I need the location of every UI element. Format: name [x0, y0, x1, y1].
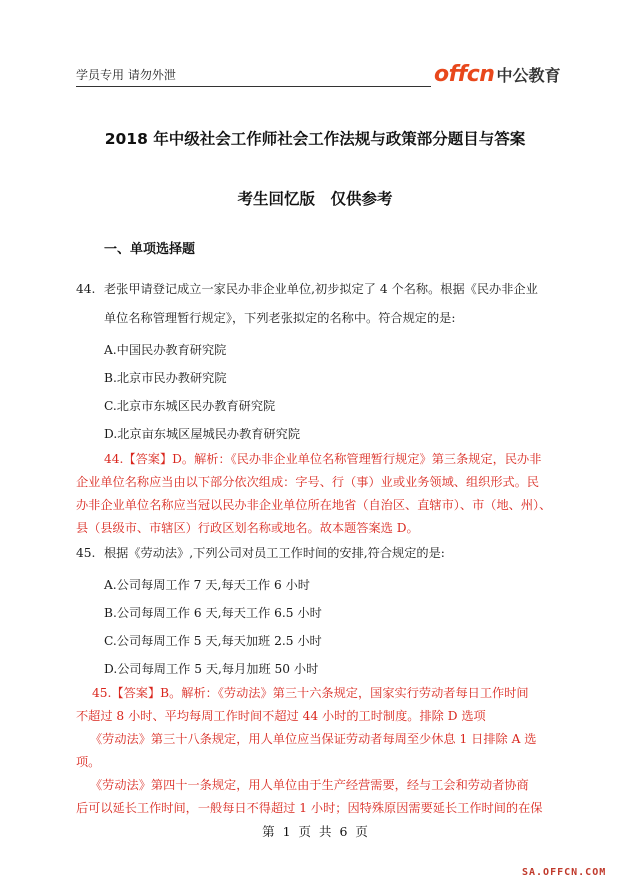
question-45-answer-line-2: 不超过 8 小时、平均每周工作时间不超过 44 小时的工时制度。排除 D 选项 — [76, 709, 486, 723]
question-45-option-d: D.公司每周工作 5 天,每月加班 50 小时 — [104, 662, 319, 676]
question-45-answer-line-5: 《劳动法》第四十一条规定，用人单位由于生产经营需要，经与工会和劳动者协商 — [90, 778, 529, 792]
document-title: 2018 年中级社会工作师社会工作法规与政策部分题目与答案 — [104, 130, 526, 148]
question-44-answer-line-3: 办非企业单位名称应当冠以民办非企业单位所在地省（自治区、直辖市）、市（地、州）、 — [76, 498, 552, 512]
header-left-text: 学员专用 请勿外泄 — [76, 68, 176, 82]
question-45-answer-line-4: 项。 — [76, 755, 101, 769]
question-45-stem: 根据《劳动法》,下列公司对员工工作时间的安排,符合规定的是: — [104, 546, 445, 560]
logo-english: offcn — [434, 62, 495, 87]
question-44-stem-line-2: 单位名称管理暂行规定》，下列老张拟定的名称中。符合规定的是: — [104, 311, 456, 325]
question-44-stem-line-1: 老张甲请登记成立一家民办非企业单位,初步拟定了 4 个名称。根据《民办非企业 — [104, 282, 538, 296]
question-45-option-a: A.公司每周工作 7 天,每天工作 6 小时 — [104, 578, 310, 592]
question-45-answer-line-1: 45.【答案】B。解析：《劳动法》第三十六条规定，国家实行劳动者每日工作时间 — [92, 686, 529, 700]
document-subtitle: 考生回忆版 仅供参考 — [237, 190, 393, 208]
question-44-answer-line-4: 县（县级市、市辖区）行政区划名称或地名。故本题答案选 D。 — [76, 521, 419, 535]
question-44-option-d: D.北京亩东城区屋城民办教育研究院 — [104, 427, 301, 441]
question-44-option-b: B.北京市民办教研究院 — [104, 371, 227, 385]
offcn-logo — [434, 62, 560, 87]
page-footer: 第 1 页 共 6 页 — [262, 824, 368, 839]
header-divider — [76, 86, 431, 87]
logo-chinese: 中公教育 — [496, 66, 561, 85]
question-45-option-b: B.公司每周工作 6 天,每天工作 6.5 小时 — [104, 606, 322, 620]
question-45-answer-line-3: 《劳动法》第三十八条规定，用人单位应当保证劳动者每周至少休息 1 日排除 A 选 — [90, 732, 537, 746]
question-45-answer-line-6: 后可以延长工作时间，一般每日不得超过 1 小时；因特殊原因需要延长工作时间的在保 — [76, 801, 543, 815]
question-45-number: 45. — [76, 546, 96, 560]
question-44-answer-line-1: 44.【答案】D。解析：《民办非企业单位名称管理暂行规定》第三条规定，民办非 — [104, 452, 542, 466]
watermark: SA.OFFCN.COM — [522, 867, 607, 878]
question-44-option-a: A.中国民办教育研究院 — [104, 343, 227, 357]
question-45-option-c: C.公司每周工作 5 天,每天加班 2.5 小时 — [104, 634, 322, 648]
question-44-option-c: C.北京市东城区民办教育研究院 — [104, 399, 276, 413]
question-44-answer-line-2: 企业单位名称应当由以下部分依次组成：字号、行（事）业或业务领域、组织形式。民 — [76, 475, 540, 489]
section-heading: 一、单项选择题 — [104, 242, 196, 257]
question-44-number: 44. — [76, 282, 96, 296]
